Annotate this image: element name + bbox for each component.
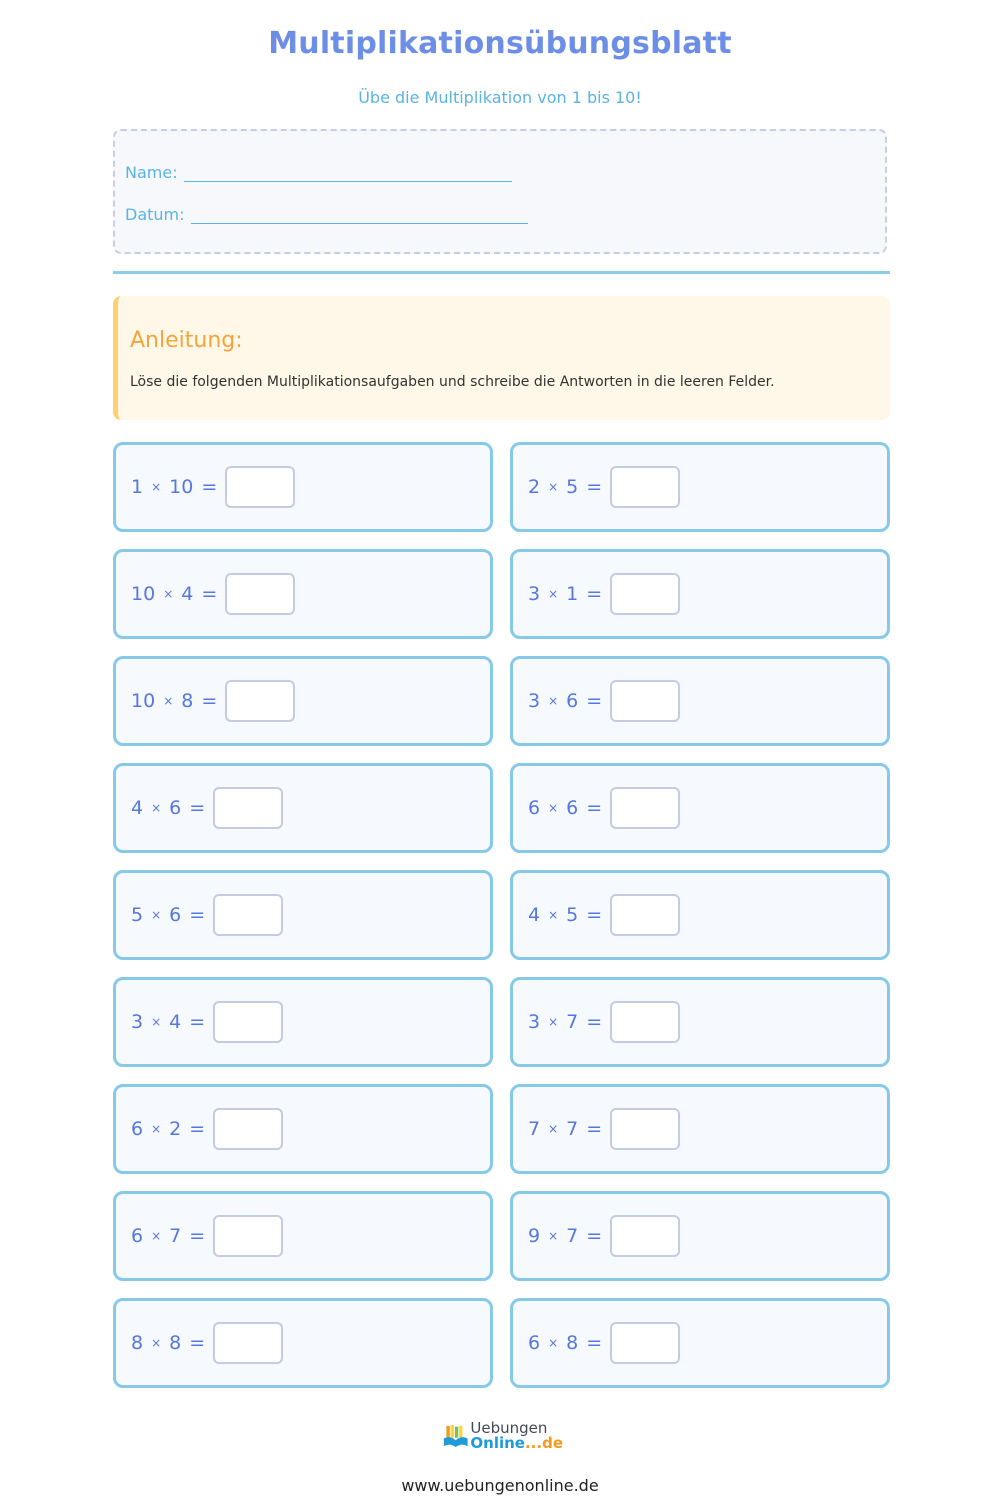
equals-sign: = — [189, 904, 206, 926]
factor-a: 2 — [528, 476, 541, 498]
factor-b: 6 — [566, 797, 579, 819]
problem-expression — [528, 476, 602, 498]
logo-line2: Online — [470, 1434, 525, 1452]
answer-box[interactable] — [213, 787, 283, 829]
answer-box[interactable] — [610, 573, 680, 615]
factor-a: 6 — [131, 1225, 144, 1247]
equals-sign: = — [189, 1011, 206, 1033]
answer-box[interactable] — [213, 1215, 283, 1257]
equals-sign: = — [586, 797, 603, 819]
factor-b: 4 — [169, 1011, 182, 1033]
date-row — [125, 205, 528, 224]
times-sign: × — [548, 1015, 559, 1029]
equals-sign: = — [586, 476, 603, 498]
equals-sign: = — [201, 583, 218, 605]
answer-box[interactable] — [225, 573, 295, 615]
answer-box[interactable] — [213, 894, 283, 936]
factor-a: 8 — [131, 1332, 144, 1354]
problem-card — [510, 656, 890, 746]
problem-expression — [131, 690, 217, 712]
equals-sign: = — [586, 904, 603, 926]
equals-sign: = — [189, 1118, 206, 1140]
problem-card — [113, 549, 493, 639]
factor-b: 8 — [169, 1332, 182, 1354]
problem-expression — [528, 1011, 602, 1033]
problem-expression — [131, 1332, 205, 1354]
problem-card — [113, 1084, 493, 1174]
times-sign: × — [151, 801, 162, 815]
problem-card — [113, 442, 493, 532]
divider — [113, 271, 890, 274]
equals-sign: = — [201, 476, 218, 498]
factor-a: 6 — [528, 1332, 541, 1354]
problem-card — [510, 1084, 890, 1174]
logo — [443, 1418, 563, 1454]
equals-sign: = — [201, 690, 218, 712]
problem-card — [510, 1191, 890, 1281]
problem-card — [510, 763, 890, 853]
name-label: Name: — [125, 163, 178, 182]
problem-expression — [528, 690, 602, 712]
footer-url: www.uebungenonline.de — [401, 1476, 599, 1495]
times-sign: × — [548, 1336, 559, 1350]
factor-b: 6 — [566, 690, 579, 712]
page-subtitle: Übe die Multiplikation von 1 bis 10! — [358, 88, 642, 107]
problem-card — [113, 1191, 493, 1281]
problem-card — [113, 977, 493, 1067]
factor-a: 4 — [528, 904, 541, 926]
times-sign: × — [163, 587, 174, 601]
instructions-box — [113, 296, 890, 420]
factor-a: 9 — [528, 1225, 541, 1247]
factor-b: 6 — [169, 904, 182, 926]
problem-card — [113, 763, 493, 853]
factor-a: 10 — [131, 583, 156, 605]
student-info-box — [113, 129, 887, 254]
times-sign: × — [151, 1336, 162, 1350]
answer-box[interactable] — [225, 680, 295, 722]
instructions-heading: Anleitung: — [130, 328, 243, 353]
answer-box[interactable] — [213, 1108, 283, 1150]
equals-sign: = — [586, 1225, 603, 1247]
times-sign: × — [548, 1122, 559, 1136]
factor-a: 4 — [131, 797, 144, 819]
answer-box[interactable] — [225, 466, 295, 508]
factor-a: 7 — [528, 1118, 541, 1140]
times-sign: × — [548, 587, 559, 601]
factor-a: 3 — [131, 1011, 144, 1033]
factor-b: 1 — [566, 583, 579, 605]
problem-expression — [131, 797, 205, 819]
equals-sign: = — [586, 583, 603, 605]
problem-expression — [131, 583, 217, 605]
logo-suffix: ...de — [524, 1434, 563, 1452]
times-sign: × — [163, 694, 174, 708]
problem-card — [113, 1298, 493, 1388]
name-field[interactable] — [184, 167, 512, 182]
times-sign: × — [151, 1015, 162, 1029]
equals-sign: = — [189, 797, 206, 819]
instructions-text: Löse die folgenden Multiplikationsaufgaben und schreibe die Antworten in die leeren Felder. — [130, 374, 775, 390]
factor-b: 7 — [566, 1011, 579, 1033]
factor-a: 3 — [528, 583, 541, 605]
logo-line1: Uebungen — [470, 1419, 548, 1437]
factor-b: 8 — [181, 690, 194, 712]
equals-sign: = — [586, 690, 603, 712]
factor-a: 6 — [528, 797, 541, 819]
factor-b: 4 — [181, 583, 194, 605]
problem-card — [510, 977, 890, 1067]
factor-a: 5 — [131, 904, 144, 926]
times-sign: × — [151, 908, 162, 922]
times-sign: × — [548, 801, 559, 815]
problem-card — [510, 870, 890, 960]
problem-card — [510, 549, 890, 639]
problem-expression — [528, 1332, 602, 1354]
page-title: Multiplikationsübungsblatt — [268, 26, 732, 61]
answer-box[interactable] — [213, 1322, 283, 1364]
problem-expression — [528, 1225, 602, 1247]
factor-a: 3 — [528, 1011, 541, 1033]
factor-b: 7 — [169, 1225, 182, 1247]
answer-box[interactable] — [610, 466, 680, 508]
problem-card — [510, 1298, 890, 1388]
problem-expression — [528, 797, 602, 819]
times-sign: × — [151, 1122, 162, 1136]
book-icon — [443, 1422, 468, 1450]
factor-b: 7 — [566, 1118, 579, 1140]
factor-b: 2 — [169, 1118, 182, 1140]
problem-expression — [131, 1118, 205, 1140]
times-sign: × — [548, 480, 559, 494]
factor-b: 8 — [566, 1332, 579, 1354]
date-field[interactable] — [191, 209, 528, 224]
factor-a: 3 — [528, 690, 541, 712]
problem-expression — [528, 1118, 602, 1140]
equals-sign: = — [586, 1118, 603, 1140]
times-sign: × — [548, 1229, 559, 1243]
factor-b: 6 — [169, 797, 182, 819]
answer-box[interactable] — [213, 1001, 283, 1043]
date-label: Datum: — [125, 205, 185, 224]
problem-expression — [131, 904, 205, 926]
name-row — [125, 163, 512, 182]
answer-box[interactable] — [610, 680, 680, 722]
problem-expression — [131, 1011, 205, 1033]
problem-expression — [131, 476, 217, 498]
factor-a: 1 — [131, 476, 144, 498]
factor-b: 10 — [169, 476, 194, 498]
factor-a: 6 — [131, 1118, 144, 1140]
answer-box[interactable] — [610, 1001, 680, 1043]
times-sign: × — [548, 694, 559, 708]
problem-card — [113, 870, 493, 960]
factor-b: 5 — [566, 904, 579, 926]
answer-box[interactable] — [610, 787, 680, 829]
times-sign: × — [548, 908, 559, 922]
times-sign: × — [151, 480, 162, 494]
equals-sign: = — [586, 1332, 603, 1354]
factor-a: 10 — [131, 690, 156, 712]
equals-sign: = — [189, 1225, 206, 1247]
problem-expression — [528, 904, 602, 926]
answer-box[interactable] — [610, 1215, 680, 1257]
answer-box[interactable] — [610, 894, 680, 936]
answer-box[interactable] — [610, 1108, 680, 1150]
answer-box[interactable] — [610, 1322, 680, 1364]
factor-b: 7 — [566, 1225, 579, 1247]
equals-sign: = — [586, 1011, 603, 1033]
problem-card — [510, 442, 890, 532]
problem-expression — [131, 1225, 205, 1247]
equals-sign: = — [189, 1332, 206, 1354]
factor-b: 5 — [566, 476, 579, 498]
problem-expression — [528, 583, 602, 605]
times-sign: × — [151, 1229, 162, 1243]
problem-card — [113, 656, 493, 746]
